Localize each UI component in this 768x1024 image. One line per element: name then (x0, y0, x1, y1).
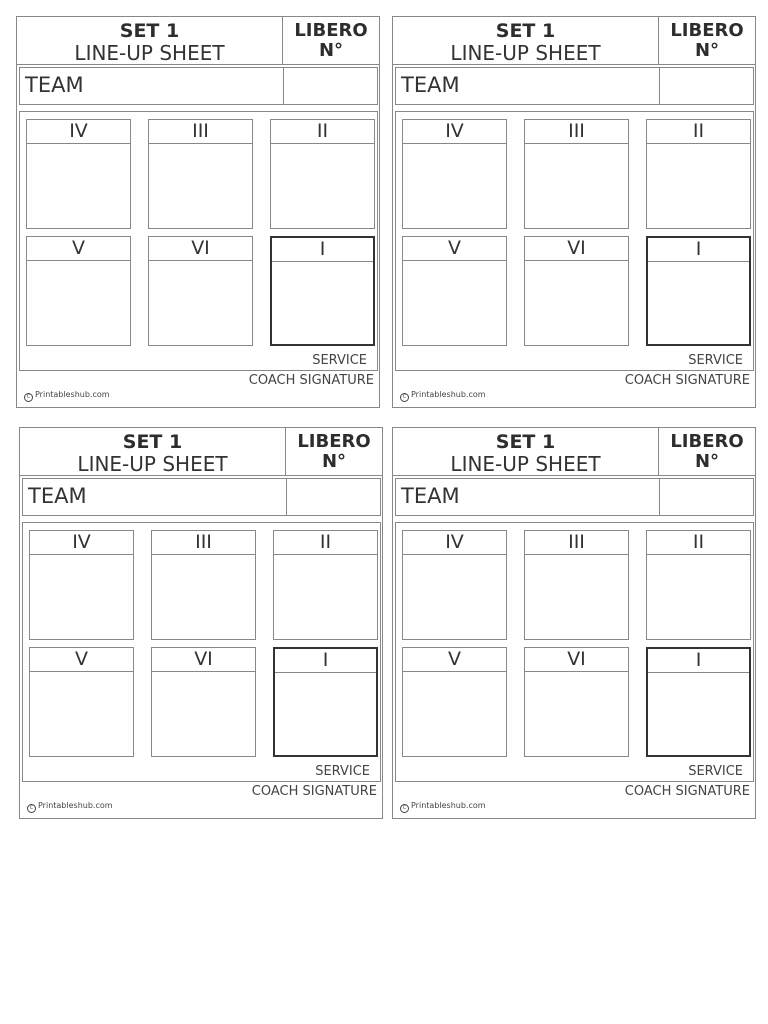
team-field[interactable] (395, 67, 754, 105)
sheet-title: LINE-UP SHEET (450, 41, 601, 65)
position-label: III (525, 531, 628, 555)
libero-number-label: N° (321, 451, 347, 472)
position-label: I (648, 238, 749, 262)
copyright-icon: C (400, 804, 409, 813)
position-box-iv[interactable] (29, 530, 134, 640)
lineup-sheet-1 (16, 16, 380, 408)
position-label: VI (525, 237, 628, 261)
team-divider (286, 479, 287, 515)
service-label: SERVICE (688, 764, 743, 779)
position-box-ii[interactable] (646, 119, 751, 229)
position-box-iii[interactable] (524, 119, 629, 229)
position-box-vi[interactable] (524, 647, 629, 757)
position-label: VI (525, 648, 628, 672)
credit (400, 390, 486, 402)
position-box-ii[interactable] (273, 530, 378, 640)
service-label: SERVICE (315, 764, 370, 779)
position-label: IV (27, 120, 130, 144)
libero-box[interactable] (283, 17, 379, 65)
position-box-i[interactable] (270, 236, 375, 346)
position-box-iv[interactable] (26, 119, 131, 229)
position-label: II (271, 120, 374, 144)
position-label: I (275, 649, 376, 673)
coach-signature-label: COACH SIGNATURE (251, 784, 377, 799)
credit-text: Printableshub.com (38, 801, 113, 810)
court-area (22, 522, 381, 782)
credit (400, 801, 486, 813)
copyright-icon: C (27, 804, 36, 813)
coach-signature-label: COACH SIGNATURE (624, 784, 750, 799)
lineup-sheet-2 (392, 16, 756, 408)
position-label: IV (403, 120, 506, 144)
team-divider (283, 68, 284, 104)
position-box-iii[interactable] (524, 530, 629, 640)
position-box-iii[interactable] (148, 119, 253, 229)
position-box-vi[interactable] (524, 236, 629, 346)
team-field[interactable] (19, 67, 378, 105)
credit (24, 390, 110, 402)
position-box-v[interactable] (402, 647, 507, 757)
position-box-ii[interactable] (646, 530, 751, 640)
team-label: TEAM (401, 484, 460, 508)
libero-number-label: N° (694, 40, 720, 61)
position-box-iv[interactable] (402, 119, 507, 229)
team-label: TEAM (25, 73, 84, 97)
position-box-iii[interactable] (151, 530, 256, 640)
sheet-title: LINE-UP SHEET (74, 41, 225, 65)
libero-box[interactable] (659, 428, 755, 476)
set-label: SET 1 (122, 431, 183, 453)
credit-text: Printableshub.com (411, 390, 486, 399)
position-box-i[interactable] (273, 647, 378, 757)
service-label: SERVICE (312, 353, 367, 368)
position-box-ii[interactable] (270, 119, 375, 229)
lineup-sheet-4 (392, 427, 756, 819)
position-label: I (272, 238, 373, 262)
libero-label: LIBERO (670, 20, 744, 41)
position-label: VI (152, 648, 255, 672)
service-label: SERVICE (688, 353, 743, 368)
court-area (395, 111, 754, 371)
position-label: V (30, 648, 133, 672)
libero-box[interactable] (659, 17, 755, 65)
sheet-title: LINE-UP SHEET (450, 452, 601, 476)
position-label: II (647, 531, 750, 555)
position-label: III (149, 120, 252, 144)
set-label: SET 1 (495, 20, 556, 42)
position-label: II (274, 531, 377, 555)
sheet-header (17, 17, 283, 65)
court-area (395, 522, 754, 782)
libero-label: LIBERO (294, 20, 368, 41)
team-label: TEAM (401, 73, 460, 97)
position-box-vi[interactable] (151, 647, 256, 757)
libero-number-label: N° (694, 451, 720, 472)
position-box-i[interactable] (646, 647, 751, 757)
copyright-icon: C (400, 393, 409, 402)
position-label: III (152, 531, 255, 555)
sheet-header (393, 428, 659, 476)
team-divider (659, 68, 660, 104)
libero-box[interactable] (286, 428, 382, 476)
coach-signature-label: COACH SIGNATURE (248, 373, 374, 388)
position-label: I (648, 649, 749, 673)
position-box-i[interactable] (646, 236, 751, 346)
libero-label: LIBERO (670, 431, 744, 452)
sheet-header (393, 17, 659, 65)
credit-text: Printableshub.com (411, 801, 486, 810)
position-label: III (525, 120, 628, 144)
position-box-iv[interactable] (402, 530, 507, 640)
position-box-v[interactable] (402, 236, 507, 346)
position-box-v[interactable] (29, 647, 134, 757)
position-label: II (647, 120, 750, 144)
court-area (19, 111, 378, 371)
copyright-icon: C (24, 393, 33, 402)
sheet-title: LINE-UP SHEET (77, 452, 228, 476)
position-label: VI (149, 237, 252, 261)
lineup-sheet-3 (19, 427, 383, 819)
set-label: SET 1 (119, 20, 180, 42)
team-label: TEAM (28, 484, 87, 508)
team-field[interactable] (22, 478, 381, 516)
position-label: V (403, 648, 506, 672)
position-label: V (403, 237, 506, 261)
credit-text: Printableshub.com (35, 390, 110, 399)
position-label: IV (403, 531, 506, 555)
credit (27, 801, 113, 813)
position-label: V (27, 237, 130, 261)
position-box-vi[interactable] (148, 236, 253, 346)
team-field[interactable] (395, 478, 754, 516)
position-label: IV (30, 531, 133, 555)
team-divider (659, 479, 660, 515)
position-box-v[interactable] (26, 236, 131, 346)
set-label: SET 1 (495, 431, 556, 453)
libero-number-label: N° (318, 40, 344, 61)
coach-signature-label: COACH SIGNATURE (624, 373, 750, 388)
libero-label: LIBERO (297, 431, 371, 452)
sheet-header (20, 428, 286, 476)
